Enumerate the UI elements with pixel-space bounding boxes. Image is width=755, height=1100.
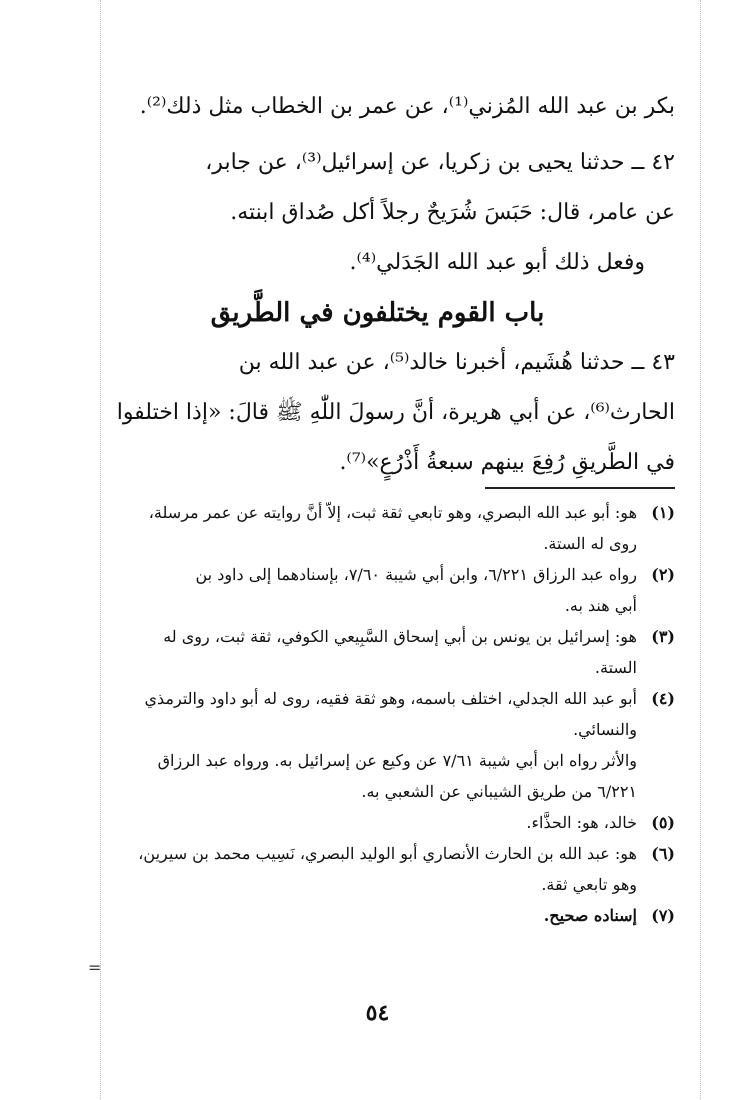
scan-margin-line [700,0,701,1100]
footnote-line: خالد، هو: الحذَّاء. [526,813,637,832]
footnote-2 [75,559,675,621]
footnote-4-continuation [75,745,675,807]
footnote-line: والنسائي. [573,720,637,739]
footnote-line: إسناده صحيح. [543,906,637,925]
chapter-heading: باب القوم يختلفون في الطَّريق [210,298,545,328]
footnote-body [75,683,637,745]
footnote-line: هو: عبد الله بن الحارث الأنصاري أبو الوليد البصري، نَسِيب محمد بن سيرين، [138,844,637,863]
footnotes [75,497,675,931]
footnote-body [75,838,637,900]
text-line: وفعل ذلك أبو عبد الله الجَدَلي⁽⁴⁾. [349,250,645,275]
main-text-block-1 [80,82,675,288]
footnote-3 [75,621,675,683]
continuation-mark: = [88,958,102,977]
footnote-line: أبي هند به. [564,596,637,615]
footnote-mark: (١) [651,503,675,522]
footnote-line: الستة. [594,658,637,677]
footnote-body [75,497,637,559]
footnote-line: رواه عبد الرزاق ٦/٢٢١، وابن أبي شيبة ٧/٦٠، بإسنادهما إلى داود بن [195,565,637,584]
footnote-line: أبو عبد الله الجدلي، اختلف باسمه، وهو ثقة فقيه، روى له أبو داود والترمذي [144,689,637,708]
footnote-mark: (٦) [651,844,675,863]
text-line: في الطَّريقِ رُفِعَ بينهم سبعةُ أَذْرُعٍ»⁽⁷⁾. [339,450,675,475]
footnote-line: روى له الستة. [543,534,637,553]
footnote-mark: (٤) [651,689,675,708]
footnote-5 [75,807,675,838]
footnote-body [75,621,637,683]
main-text-block-2 [80,338,675,488]
footnote-line: وهو تابعي ثقة. [541,875,637,894]
text-line: عن عامر، قال: حَبَسَ شُرَيحٌ رجلاً أكل صُداق ابنته. [230,200,675,225]
footnote-mark: (٥) [651,813,675,832]
footnote-line: والأثر رواه ابن أبي شيبة ٧/٦١ عن وكيع عن إسرائيل به. ورواه عبد الرزاق [157,751,637,770]
hadith-43-line: ٤٣ ــ حدثنا هُشَيم، أخبرنا خالد⁽⁵⁾، عن عبد الله بن [238,350,675,375]
footnote-body [75,900,637,931]
footnote-line: ٦/٢٢١ من طريق الشيباني عن الشعبي به. [361,782,637,801]
page-number: ٥٤ [365,1000,390,1026]
text-line: بكر بن عبد الله المُزني⁽¹⁾، عن عمر بن الخطاب مثل ذلك⁽²⁾. [139,94,675,119]
footnote-4 [75,683,675,745]
footnote-mark: (٢) [651,565,675,584]
hadith-42-line: ٤٢ ــ حدثنا يحيى بن زكريا، عن إسرائيل⁽³⁾، عن جابر، [205,150,675,175]
footnote-7 [75,900,675,931]
footnote-mark: (٧) [651,906,675,925]
footnote-1 [75,497,675,559]
footnote-6 [75,838,675,900]
footnote-body [75,559,637,621]
footnote-mark: (٣) [651,627,675,646]
footnote-line: هو: إسرائيل بن يونس بن أبي إسحاق السَّبِيعي الكوفي، ثقة ثبت، روى له [163,627,637,646]
footnote-separator [485,487,675,489]
footnote-line: هو: أبو عبد الله البصري، وهو تابعي ثقة ثبت، إلاّ أنَّ روايته عن عمر مرسلة، [148,503,637,522]
text-line: الحارث⁽⁶⁾، عن أبي هريرة، أنَّ رسولَ اللّٰهِ ﷺ قالَ: «إذا اختلفوا [116,400,675,425]
footnote-body [75,807,637,838]
